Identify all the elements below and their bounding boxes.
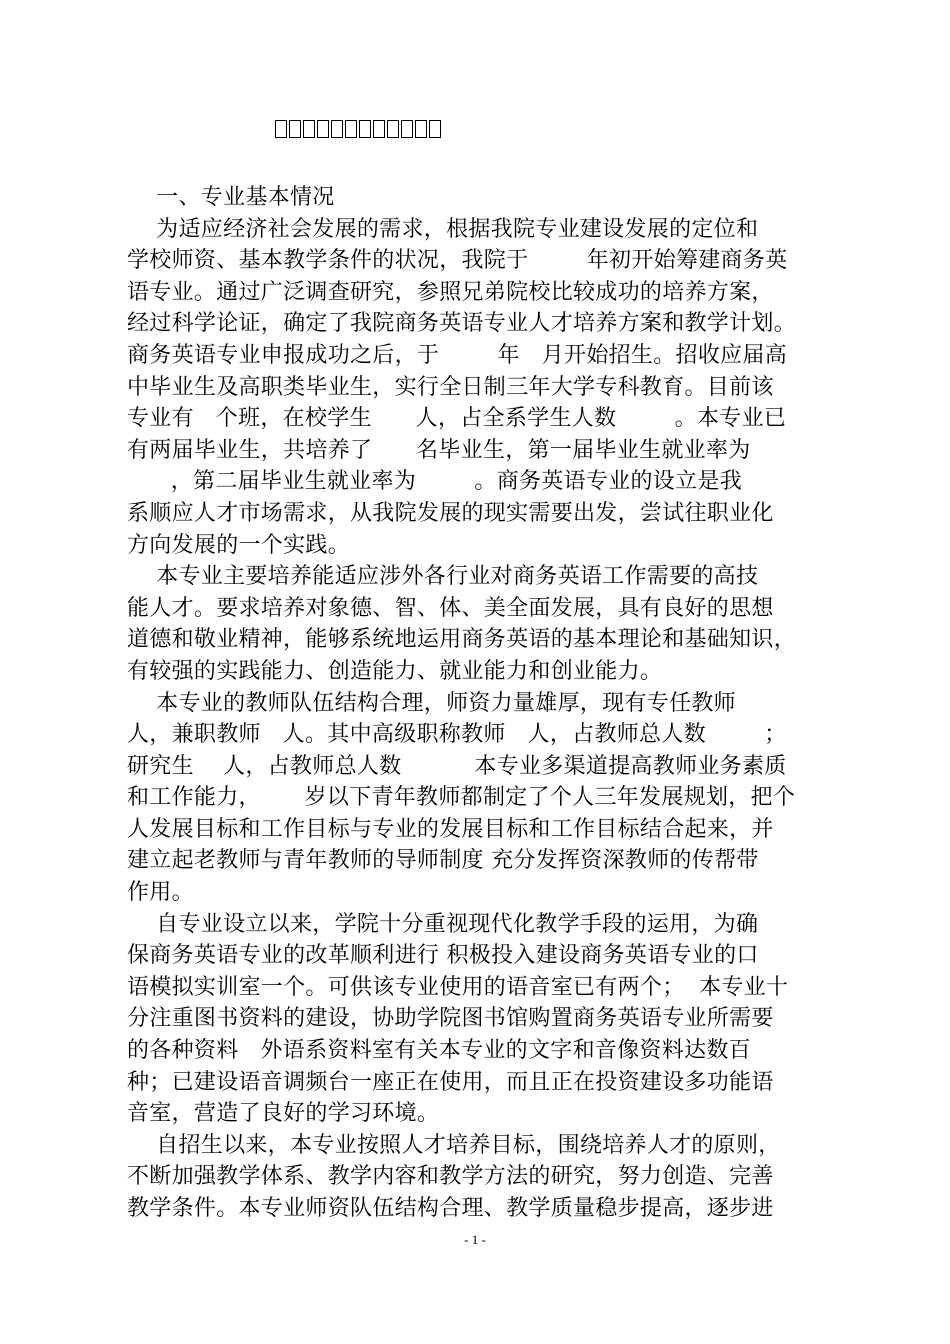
missing-glyph-box bbox=[289, 120, 301, 138]
text-line: 种；已建设语音调频台一座正在使用，而且正在投资建设多功能语 bbox=[127, 1069, 774, 1095]
text-line: 本专业的教师队伍结构合理，师资力量雄厚，现有专任教师 bbox=[127, 690, 736, 716]
text-line: 建立起老教师与青年教师的导师制度 充分发挥资深教师的传帮带 bbox=[127, 848, 759, 874]
text-line: 有较强的实践能力、创造能力、就业能力和创业能力。 bbox=[127, 658, 663, 684]
text-line: 方向发展的一个实践。 bbox=[127, 532, 351, 558]
text-line: 研究生 人，占教师总人数 本专业多渠道提高教师业务素质 bbox=[127, 753, 787, 779]
page-number: - 1 - bbox=[464, 1232, 486, 1247]
missing-glyph-box bbox=[345, 120, 357, 138]
text-line: 自招生以来，本专业按照人才培养目标，围绕培养人才的原则， bbox=[127, 1132, 781, 1158]
text-line: 人发展目标和工作目标与专业的发展目标和工作目标结合起来，并 bbox=[127, 816, 774, 842]
text-line: 教学条件。本专业师资队伍结构合理、教学质量稳步提高，逐步进 bbox=[127, 1196, 774, 1221]
text-line: 语专业。通过广泛调查研究，参照兄弟院校比较成功的培养方案， bbox=[127, 279, 774, 305]
missing-glyph-box bbox=[331, 120, 343, 138]
text-line: 音室，营造了良好的学习环境。 bbox=[127, 1101, 440, 1127]
missing-glyph-box bbox=[303, 120, 315, 138]
missing-glyph-box bbox=[359, 120, 371, 138]
text-line: 专业有 个班，在校学生 人，占全系学生人数 。本专业已 bbox=[127, 406, 787, 432]
text-line: 为适应经济社会发展的需求，根据我院专业建设发展的定位和 bbox=[127, 216, 759, 242]
text-line: 不断加强教学体系、教学内容和教学方法的研究，努力创造、完善 bbox=[127, 1164, 774, 1190]
document-body bbox=[127, 182, 827, 1225]
missing-glyph-box bbox=[275, 120, 287, 138]
missing-glyph-box bbox=[373, 120, 385, 138]
text-line: 作用。 bbox=[127, 880, 194, 906]
text-line: 本专业主要培养能适应涉外各行业对商务英语工作需要的高技 bbox=[127, 564, 759, 590]
text-line: 经过科学论证，确定了我院商务英语专业人才培养方案和教学计划。 bbox=[127, 311, 797, 337]
missing-glyph-box bbox=[401, 120, 413, 138]
document-title-missing-glyphs bbox=[275, 116, 675, 142]
text-line: 自专业设立以来，学院十分重视现代化教学手段的运用，为确 bbox=[127, 911, 759, 937]
text-line: 的各种资料 外语系资料室有关本专业的文字和音像资料达数百 bbox=[127, 1038, 751, 1064]
text-line: 人，兼职教师 人。其中高级职称教师 人，占教师总人数 ； bbox=[127, 722, 787, 748]
text-line: 系顺应人才市场需求，从我院发展的现实需要出发，尝试往职业化 bbox=[127, 500, 774, 526]
text-line: 能人才。要求培养对象德、智、体、美全面发展，具有良好的思想 bbox=[127, 595, 774, 621]
text-line: 道德和敬业精神，能够系统地运用商务英语的基本理论和基础知识， bbox=[127, 627, 797, 653]
text-line: 学校师资、基本教学条件的状况，我院于 年初开始筹建商务英 bbox=[127, 248, 788, 274]
text-line: 分注重图书资料的建设，协助学院图书馆购置商务英语专业所需要 bbox=[127, 1006, 774, 1032]
missing-glyph-box bbox=[317, 120, 329, 138]
text-line: ，第二届毕业生就业率为 。商务英语专业的设立是我 bbox=[127, 469, 743, 495]
text-line: 中毕业生及高职类毕业生，实行全日制三年大学专科教育。目前该 bbox=[127, 374, 774, 400]
text-line: 一、专业基本情况 bbox=[127, 185, 335, 210]
text-line: 有两届毕业生，共培养了 名毕业生，第一届毕业生就业率为 bbox=[127, 437, 751, 463]
text-line: 保商务英语专业的改革顺利进行 积极投入建设商务英语专业的口 bbox=[127, 943, 759, 969]
text-line: 和工作能力， 岁以下青年教师都制定了个人三年发展规划，把个 bbox=[127, 785, 796, 811]
missing-glyph-box bbox=[415, 120, 427, 138]
missing-glyph-box bbox=[429, 120, 441, 138]
text-line: 商务英语专业申报成功之后，于 年 月开始招生。招收应届高 bbox=[127, 342, 788, 368]
missing-glyph-box bbox=[387, 120, 399, 138]
text-line: 语模拟实训室一个。可供该专业使用的语音室已有两个； 本专业十 bbox=[127, 974, 789, 1000]
